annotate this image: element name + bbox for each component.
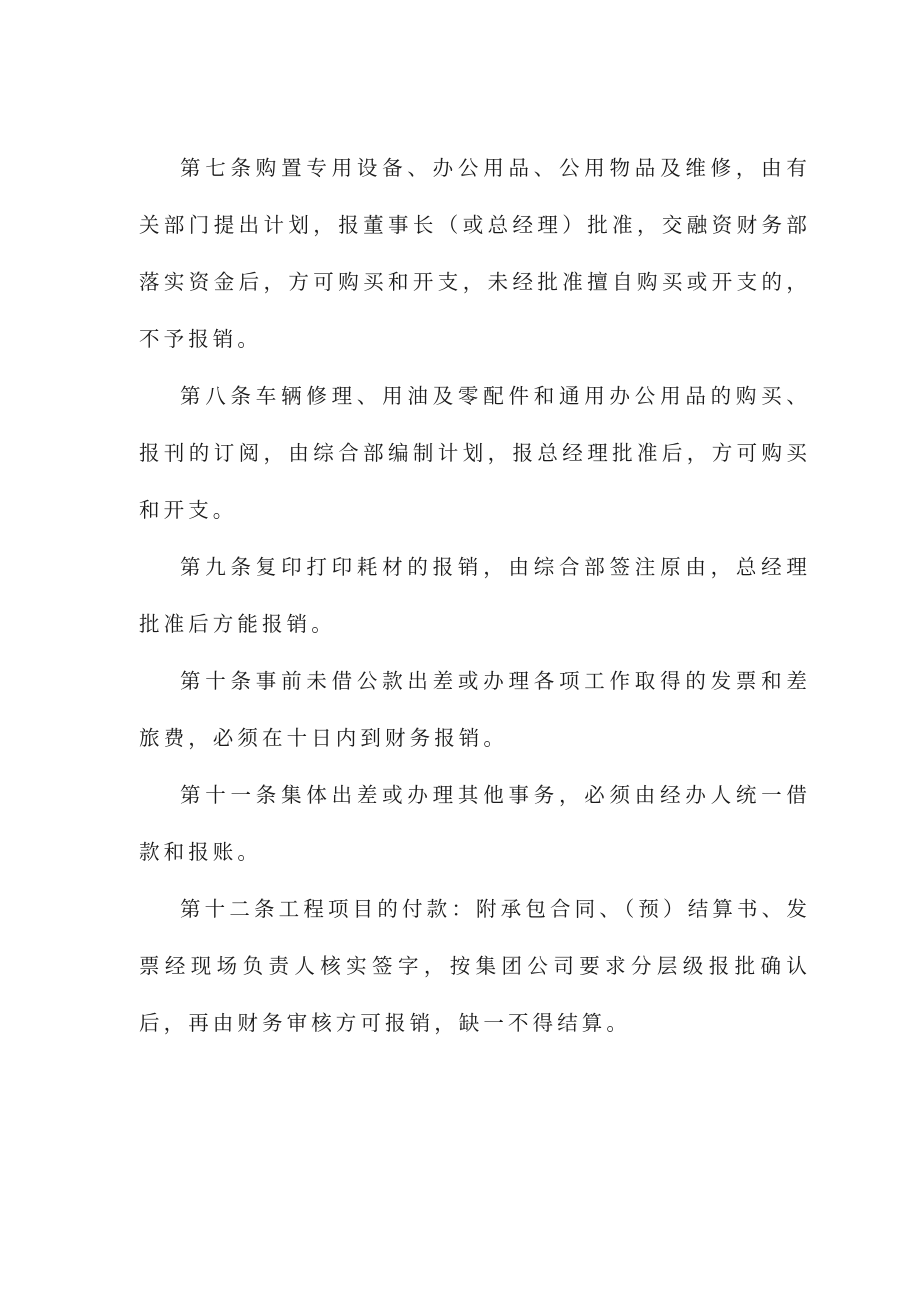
article-11: 第十一条集体出差或办理其他事务，必须由经办人统一借款和报账。 — [139, 783, 811, 864]
article-10: 第十条事前未借公款出差或办理各项工作取得的发票和差旅费，必须在十日内到财务报销。 — [139, 669, 811, 750]
article-12: 第十二条工程项目的付款：附承包合同、（预）结算书、发票经现场负责人核实签字，按集团公司要求分层级报批确认后，再由财务审核方可报销，缺一不得结算。 — [139, 897, 811, 1035]
document-body — [139, 140, 811, 1052]
article-7: 第七条购置专用设备、办公用品、公用物品及维修，由有关部门提出计划，报董事长（或总经理）批准，交融资财务部落实资金后，方可购买和开支，未经批准擅自购买或开支的，不予报销。 — [139, 156, 811, 351]
article-9: 第九条复印打印耗材的报销，由综合部签注原由，总经理批准后方能报销。 — [139, 555, 811, 636]
article-8: 第八条车辆修理、用油及零配件和通用办公用品的购买、报刊的订阅，由综合部编制计划，报总经理批准后，方可购买和开支。 — [139, 384, 811, 522]
